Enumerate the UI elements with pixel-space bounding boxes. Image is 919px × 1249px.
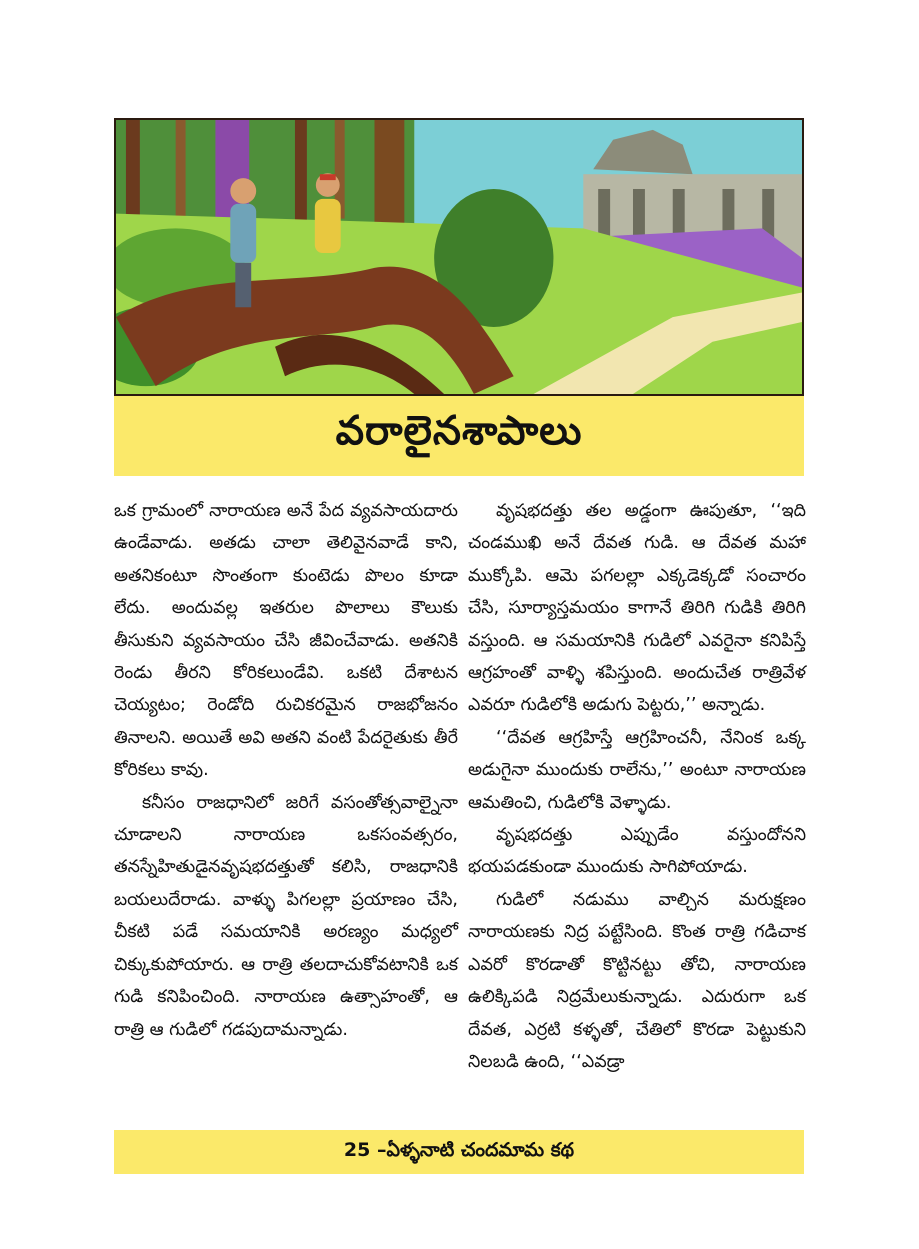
story-illustration (114, 118, 804, 396)
paragraph: ఒక గ్రామంలో నారాయణ అనే పేద వ్యవసాయదారు ఉండేవాడు. అతడు చాలా తెలివైనవాడే కాని, అతనికంటూ సొంతంగా కుంటెడు పొలం కూడా లేదు. అందువల్ల ఇతరుల పొలాలు కౌలుకు తీసుకుని వ్యవసాయం చేసి జీవించేవాడు. అతనికి రెండు తీరని కోరికలుండేవి. ఒకటి దేశాటన చెయ్యటం; రెండోది రుచికరమైన రాజభోజనం తినాలని. అయితే అవి అతని వంటి పేదరైతుకు తీరే కోరికలు కావు. (114, 501, 458, 781)
paragraph: వృషభదత్తు తల అడ్డంగా ఊపుతూ, ‘‘ఇది చండముఖి అనే దేవత గుడి. ఆ దేవత మహా ముక్కోపి. ఆమె పగలల్లా ఎక్కడెక్కడో సంచారం చేసి, సూర్యాస్తమయం కాగానే తిరిగి గుడికి తిరిగి వస్తుంది. ఆ సమయానికి గుడిలో ఎవరైనా కనిపిస్తే ఆగ్రహంతో వాళ్ళి శపిస్తుంది. అందుచేత రాత్రివేళ ఎవరూ గుడిలోకి అడుగు పెట్టరు,’’ అన్నాడు. (468, 501, 806, 716)
story-title: వరాలైనశాపాలు (335, 408, 583, 454)
forest-temple-scene-icon (116, 120, 802, 394)
right-column (468, 495, 806, 1078)
footer-band (114, 1130, 804, 1174)
paragraph: గుడిలో నడుము వాల్చిన మరుక్షణం నారాయణకు నిద్ర పట్టేసింది. కొంత రాత్రి గడిచాక ఎవరో కొరడాతో కొట్టినట్టు తోచి, నారాయణ ఉలిక్కిపడి నిద్రమేలుకున్నాడు. ఎదురుగా ఒక దేవత, ఎర్రటి కళ్ళతో, చేతిలో కొరడా పెట్టుకుని నిలబడి ఉంది, ‘‘ఎవడ్రా (468, 889, 806, 1072)
paragraph: వృషభదత్తు ఎప్పుడేం వస్తుందోనని భయపడకుండా ముందుకు సాగిపోయాడు. (468, 825, 806, 878)
footer-text: 25 –ఏళ్ళనాటి చందమామ కథ (343, 1138, 575, 1161)
paragraph: కనీసం రాజధానిలో జరిగే వసంతోత్సవాల్నైనా చూడాలని నారాయణ ఒకసంవత్సరం, తనస్నేహితుడైనవృషభదత్తుతో కలిసి, రాజధానికి బయలుదేరాడు. వాళ్ళు పిగలల్లా ప్రయాణం చేసి, చీకటి పడే సమయానికి అరణ్యం మధ్యలో చిక్కుకుపోయారు. ఆ రాత్రి తలదాచుకోవటానికి ఒక గుడి కనిపించింది. నారాయణ ఉత్సాహంతో, ఆ రాత్రి ఆ గుడిలో గడపుదామన్నాడు. (114, 792, 458, 1040)
left-column (114, 495, 458, 1046)
paragraph: ‘‘దేవత ఆగ్రహిస్తే ఆగ్రహించనీ, నేనింక ఒక్క అడుగైనా ముందుకు రాలేను,’’ అంటూ నారాయణ ఆమతించి, గుడిలోకి వెళ్ళాడు. (468, 727, 806, 813)
title-band (114, 396, 804, 476)
